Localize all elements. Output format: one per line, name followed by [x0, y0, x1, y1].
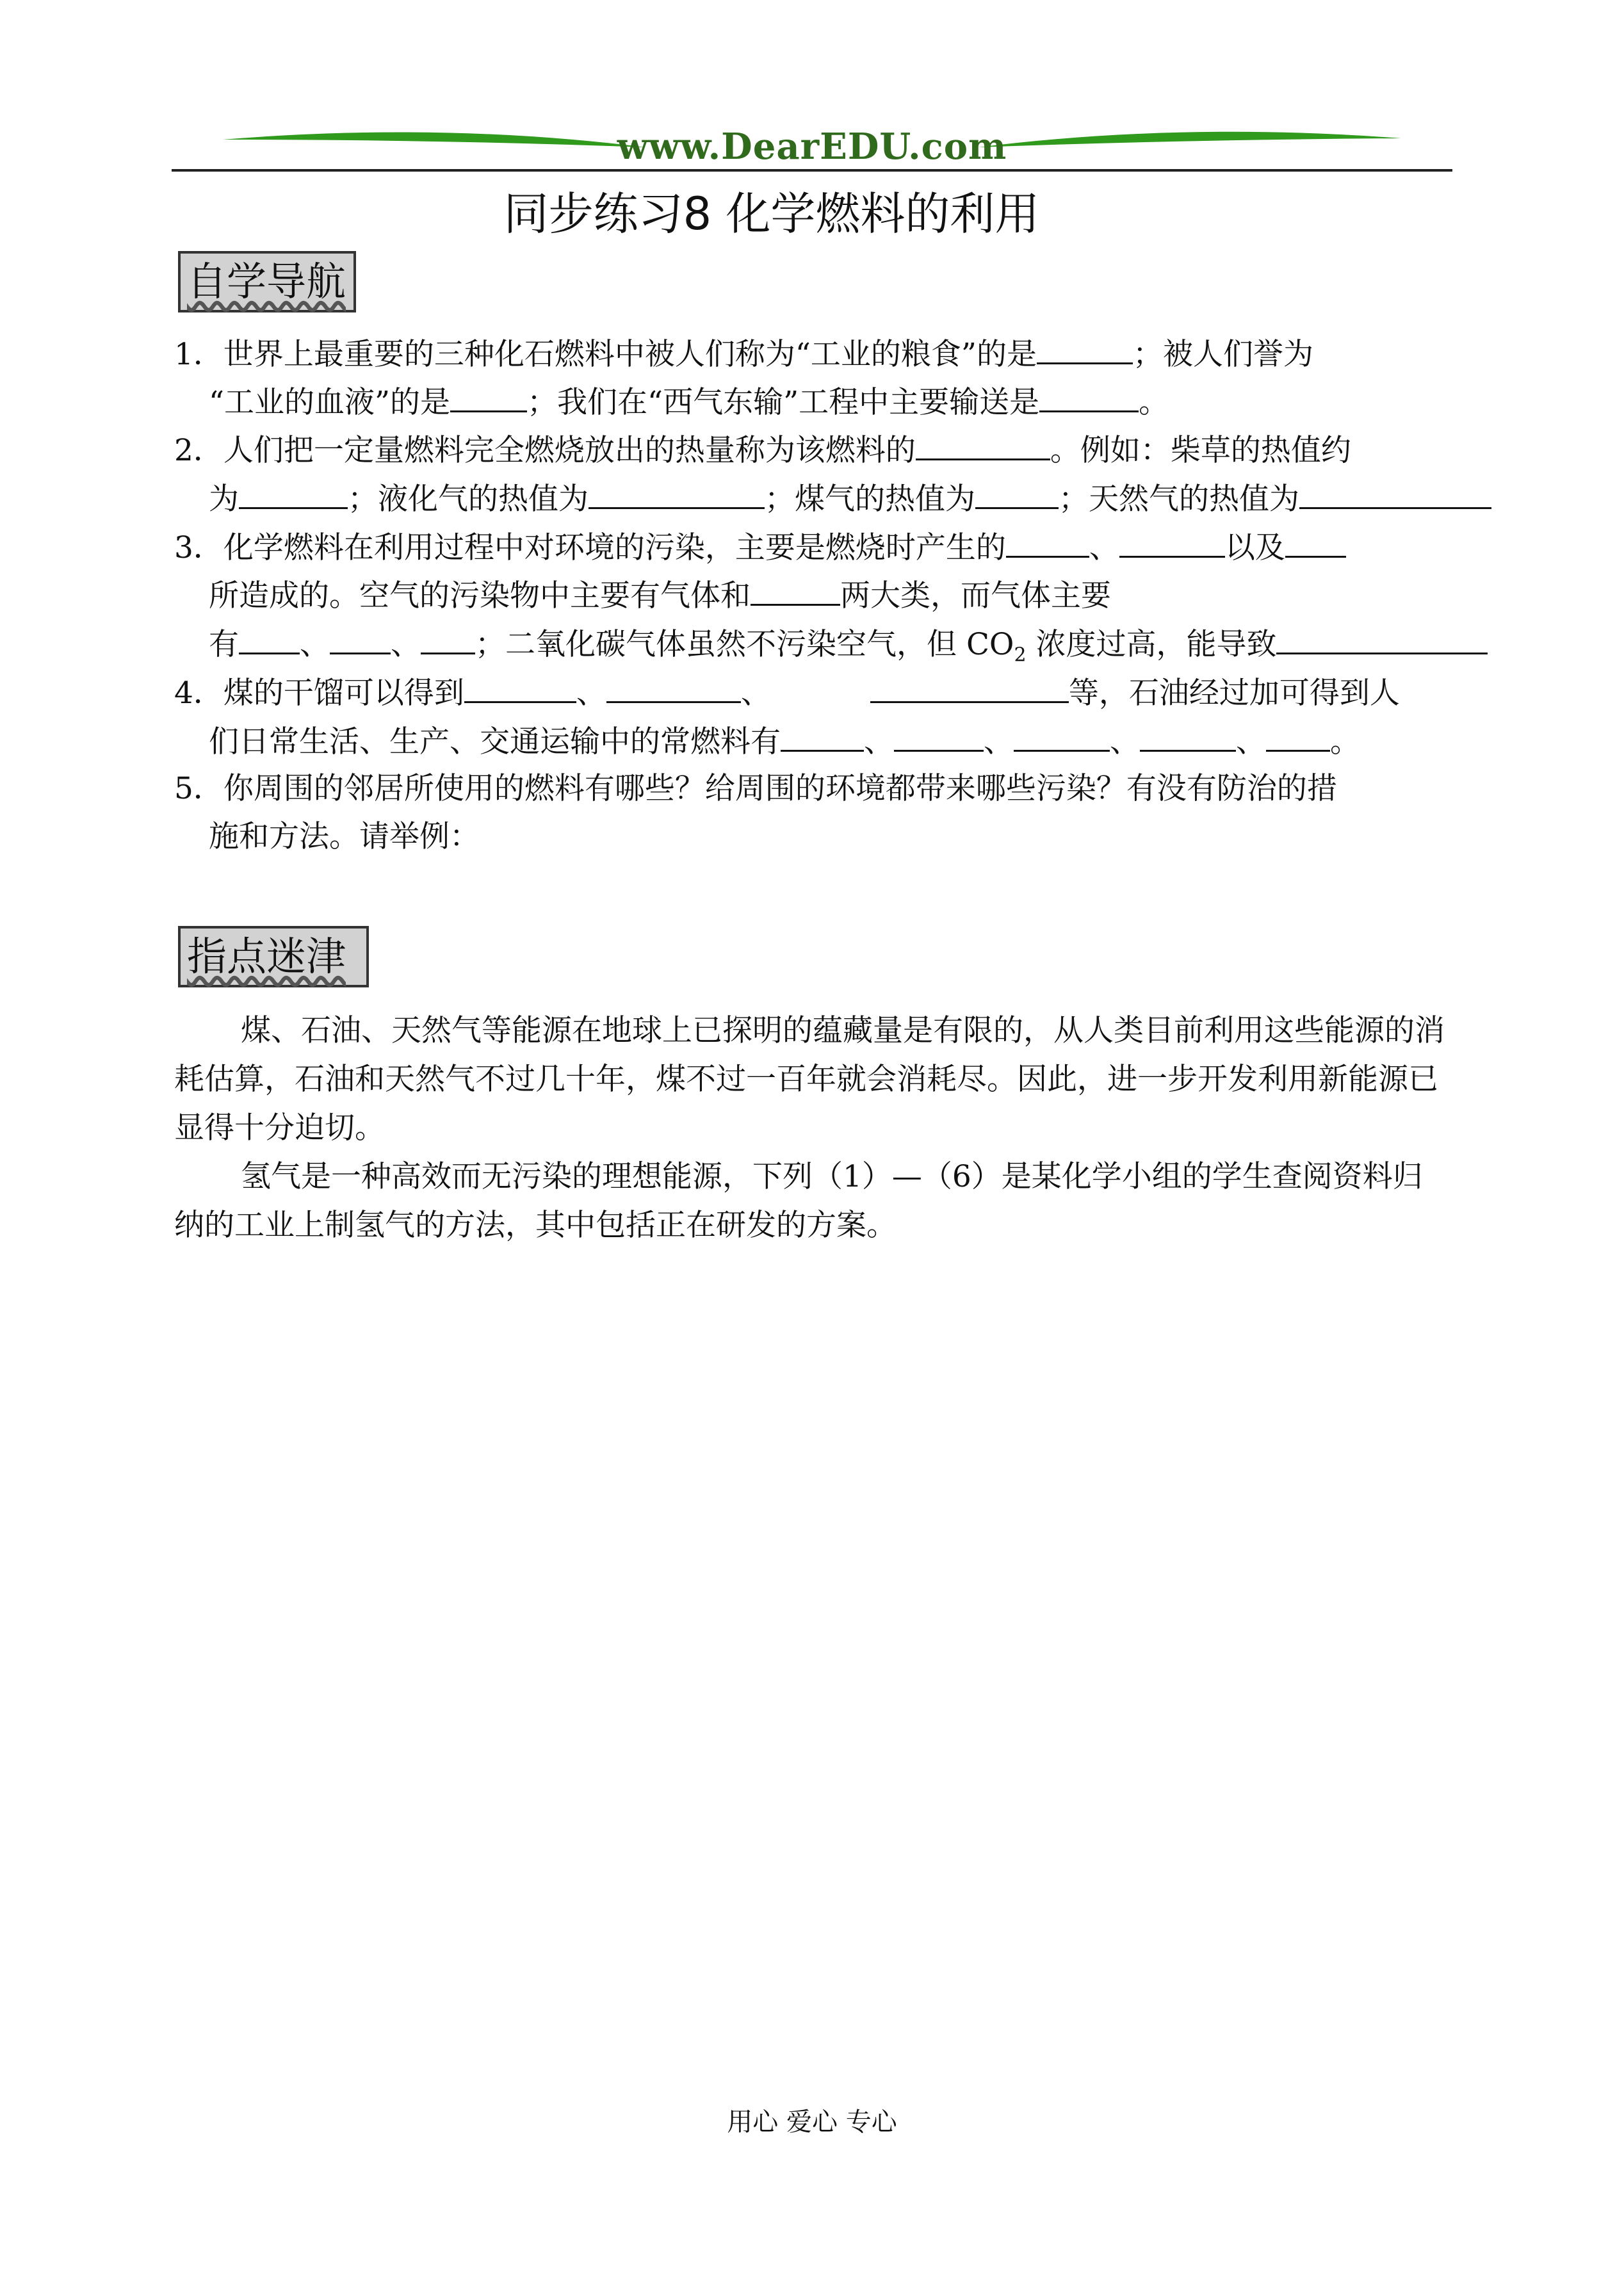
q3-blank[interactable]: [421, 624, 475, 654]
q4-line-1: 4．煤的干馏可以得到 、 、 等，石油经过加可得到人: [174, 673, 1400, 713]
q3-blank[interactable]: [1285, 528, 1346, 558]
q2-line-2: 为 ；液化气的热值为 ；煤气的热值为 ；天然气的热值为: [209, 479, 1491, 519]
q5-line-2: 施和方法。请举例：: [209, 819, 480, 854]
q2-blank[interactable]: [1299, 479, 1491, 509]
q2-blank[interactable]: [916, 430, 1050, 460]
q1-line-2: “工业的血液”的是 ；我们在“西气东输”工程中主要输送是 。: [209, 382, 1169, 422]
q4-blank[interactable]: [606, 673, 741, 703]
q3-blank[interactable]: [330, 624, 391, 654]
q4-blank[interactable]: [894, 722, 984, 752]
q4-blank[interactable]: [464, 673, 576, 703]
guidance-paragraph-1: 煤、石油、天然气等能源在地球上已探明的蕴藏量是有限的，从人类目前利用这些能源的消耗估算，石油和天然气不过几十年，煤不过一百年就会消耗尽。因此，进一步开发利用新能源已显得十分迫切。: [174, 1013, 1445, 1146]
site-logo-text: www.DearEDU.com: [617, 126, 1007, 168]
q3-line-3: 有 、 、 ；二氧化碳气体虽然不污染空气，但 $CO_2$ 浓度过高，能导致: [209, 624, 1488, 674]
q4-blank[interactable]: [781, 722, 864, 752]
q5-line-1: 5．你周围的邻居所使用的燃料有哪些？给周围的环境都带来哪些污染？有没有防治的措: [174, 771, 1337, 806]
q4-blank[interactable]: [1266, 722, 1330, 752]
q3-line-1: 3．化学燃料在利用过程中对环境的污染，主要是燃烧时产生的 、 以及: [174, 528, 1346, 567]
section-heading-self-study: 自学导航: [178, 251, 356, 312]
q4-blank[interactable]: [1014, 722, 1110, 752]
q3-blank[interactable]: [1006, 528, 1089, 558]
q1-blank[interactable]: [450, 382, 527, 412]
q3-line-2: 所造成的。空气的污染物中主要有气体和 两大类，而气体主要: [209, 576, 1111, 615]
q2-blank[interactable]: [975, 479, 1059, 509]
q3-blank[interactable]: [1276, 624, 1488, 654]
q3-blank[interactable]: [751, 576, 840, 606]
q2-line-1: 2．人们把一定量燃料完全燃烧放出的热量称为该燃料的 。例如：柴草的热值约: [174, 430, 1351, 470]
page-title: 同步练习8 化学燃料的利用: [503, 188, 1040, 240]
section-heading-guidance: 指点迷津: [178, 926, 369, 987]
q1-blank[interactable]: [1037, 334, 1133, 364]
q2-blank[interactable]: [589, 479, 765, 509]
q4-blank[interactable]: [1140, 722, 1236, 752]
q3-blank[interactable]: [1119, 528, 1225, 558]
q4-blank[interactable]: [870, 673, 1069, 703]
q1-line-1: 1．世界上最重要的三种化石燃料中被人们称为“工业的粮食”的是 ；被人们誉为: [174, 334, 1313, 374]
q4-line-2: 们日常生活、生产、交通运输中的常燃料有 、 、 、 、 。: [209, 722, 1360, 761]
q3-blank[interactable]: [239, 624, 300, 654]
q1-blank[interactable]: [1039, 382, 1139, 412]
header-rule: [172, 169, 1452, 172]
page-footer: 用心 爱心 专心: [727, 2107, 897, 2137]
q2-blank[interactable]: [239, 479, 348, 509]
guidance-paragraph-2: 氢气是一种高效而无污染的理想能源，下列（1）—（6）是某化学小组的学生查阅资料归纳的工业上制氢气的方法，其中包括正在研发的方案。: [174, 1159, 1423, 1243]
